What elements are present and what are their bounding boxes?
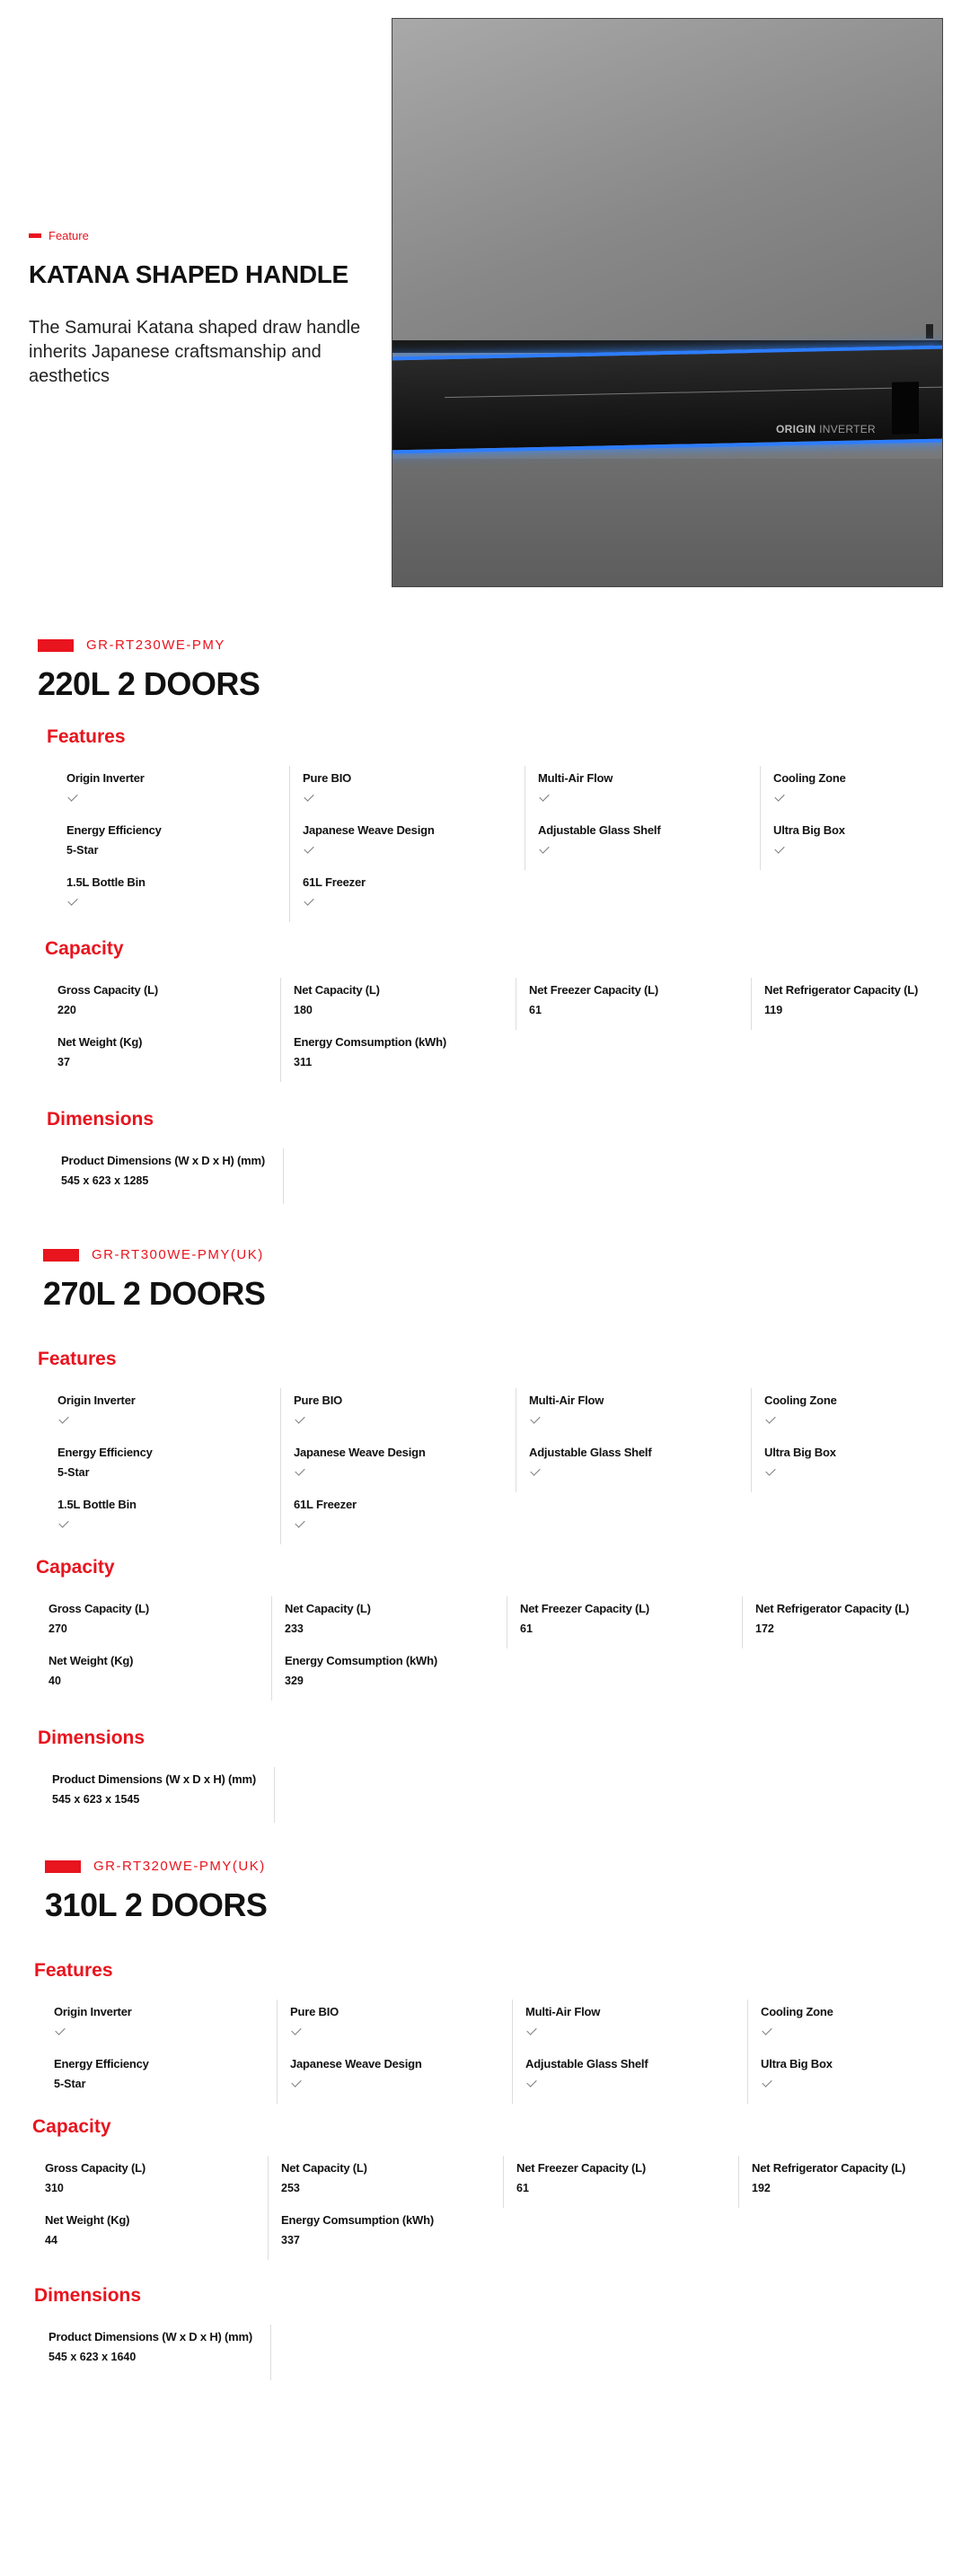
check-icon (530, 1413, 540, 1423)
dimensions-heading: Dimensions (34, 2285, 142, 2306)
feature-label: Origin Inverter (54, 2005, 132, 2018)
capacity-label: Net Freezer Capacity (L) (529, 983, 659, 997)
capacity-value: 61 (520, 1622, 533, 1635)
check-icon (526, 2025, 536, 2035)
feature-cell (277, 2000, 512, 2052)
check-icon (304, 843, 313, 853)
feature-label: Cooling Zone (761, 2005, 833, 2018)
capacity-cell (280, 1030, 516, 1082)
capacity-value: 220 (57, 1004, 76, 1016)
feature-label: Adjustable Glass Shelf (529, 1446, 652, 1459)
check-icon (762, 2077, 772, 2087)
dimension-label: Product Dimensions (W x D x H) (mm) (48, 2330, 253, 2343)
feature-label: 1.5L Bottle Bin (57, 1498, 137, 1511)
features-grid (45, 1388, 959, 1544)
capacity-value: 40 (48, 1675, 61, 1687)
capacity-heading: Capacity (45, 938, 124, 959)
capacity-value: 270 (48, 1622, 67, 1635)
capacity-cell (271, 1596, 507, 1648)
features-heading: Features (38, 1349, 117, 1369)
feature-label: Ultra Big Box (764, 1446, 836, 1459)
capacity-cell (280, 978, 516, 1030)
capacity-label: Net Capacity (L) (281, 2161, 367, 2175)
check-icon (295, 1413, 304, 1423)
fridge-hinge (926, 324, 933, 338)
capacity-value: 329 (285, 1675, 304, 1687)
check-icon (58, 1517, 68, 1527)
handle-highlight (445, 386, 943, 398)
capacity-label: Energy Comsumption (kWh) (281, 2213, 434, 2227)
feature-label: Cooling Zone (773, 771, 846, 785)
dimension-label: Product Dimensions (W x D x H) (mm) (61, 1154, 266, 1167)
product-section (36, 1247, 959, 1823)
feature-cell (512, 2000, 747, 2052)
dimension-cell (36, 2325, 271, 2380)
model-number (45, 1859, 961, 1874)
capacity-label: Net Refrigerator Capacity (L) (752, 2161, 906, 2175)
capacity-cell (503, 2156, 738, 2208)
capacity-grid (45, 978, 954, 1082)
check-icon (774, 791, 784, 801)
capacity-cell (507, 1596, 742, 1648)
feature-cell (760, 818, 970, 870)
model-number (38, 637, 954, 653)
check-icon (539, 843, 549, 853)
feature-label: Adjustable Glass Shelf (525, 2057, 648, 2070)
capacity-label: Net Refrigerator Capacity (L) (764, 983, 919, 997)
feature-cell (280, 1492, 516, 1544)
capacity-value: 337 (281, 2234, 300, 2246)
check-icon (291, 2025, 301, 2035)
feature-cell (525, 766, 760, 818)
hero-section (0, 0, 970, 611)
capacity-cell (271, 1648, 507, 1701)
model-bar (45, 1860, 81, 1873)
feature-cell (747, 2000, 970, 2052)
origin-inverter-logo: ORIGIN INVERTER (776, 423, 876, 435)
feature-cell (45, 1388, 280, 1440)
capacity-label: Net Freezer Capacity (L) (520, 1602, 650, 1615)
capacity-label: Energy Comsumption (kWh) (285, 1654, 437, 1667)
model-bar (38, 639, 74, 652)
hero-text (29, 229, 370, 389)
capacity-value: 253 (281, 2182, 300, 2194)
product-title: 220L 2 DOORS (38, 665, 260, 702)
capacity-cell (751, 978, 970, 1030)
capacity-label: Net Refrigerator Capacity (L) (755, 1602, 910, 1615)
model-number-label: GR-RT230WE-PMY (86, 637, 225, 653)
feature-cell (289, 870, 525, 922)
check-icon (539, 791, 549, 801)
capacity-value: 192 (752, 2182, 771, 2194)
capacity-label: Energy Comsumption (kWh) (294, 1035, 446, 1049)
feature-cell (45, 1440, 280, 1492)
capacity-cell (32, 2208, 268, 2260)
capacity-cell (45, 1030, 280, 1082)
feature-label: 1.5L Bottle Bin (66, 875, 146, 889)
check-icon (765, 1413, 775, 1423)
feature-cell (516, 1388, 751, 1440)
dimensions-heading: Dimensions (47, 1109, 154, 1130)
dimension-cell (40, 1767, 275, 1823)
hero-title: KATANA SHAPED HANDLE (29, 260, 348, 288)
feature-cell (277, 2052, 512, 2104)
feature-label: Pure BIO (290, 2005, 340, 2018)
dimensions-grid (36, 2325, 961, 2380)
product-section (38, 637, 954, 1204)
capacity-cell (36, 1596, 271, 1648)
capacity-cell (268, 2156, 503, 2208)
feature-label: Pure BIO (294, 1394, 343, 1407)
feature-cell (525, 818, 760, 870)
capacity-grid (32, 2156, 961, 2260)
capacity-value: 180 (294, 1004, 313, 1016)
capacity-cell (32, 2156, 268, 2208)
feature-label: Multi-Air Flow (538, 771, 613, 785)
feature-label: Japanese Weave Design (290, 2057, 422, 2070)
product-section (32, 1859, 961, 2380)
dimensions-heading: Dimensions (38, 1728, 146, 1748)
capacity-grid (36, 1596, 959, 1701)
capacity-cell (268, 2208, 503, 2260)
feature-label: Japanese Weave Design (294, 1446, 426, 1459)
capacity-label: Net Capacity (L) (285, 1602, 371, 1615)
capacity-heading: Capacity (32, 2116, 111, 2137)
product-title: 310L 2 DOORS (45, 1886, 268, 1923)
capacity-value: 61 (529, 1004, 542, 1016)
check-icon (774, 843, 784, 853)
capacity-label: Gross Capacity (L) (57, 983, 158, 997)
capacity-value: 37 (57, 1056, 70, 1068)
dimension-label: Product Dimensions (W x D x H) (mm) (52, 1772, 257, 1786)
check-icon (295, 1517, 304, 1527)
feature-cell (512, 2052, 747, 2104)
model-number (43, 1247, 959, 1262)
capacity-cell (36, 1648, 271, 1701)
feature-label: Energy Efficiency (54, 2057, 149, 2070)
feature-cell (280, 1388, 516, 1440)
model-bar (43, 1249, 79, 1262)
check-icon (304, 791, 313, 801)
feature-cell (54, 818, 289, 870)
product-title: 270L 2 DOORS (43, 1275, 266, 1312)
features-grid (41, 2000, 961, 2104)
capacity-cell (516, 978, 751, 1030)
feature-label: 61L Freezer (294, 1498, 357, 1511)
feature-tag-label: Feature (48, 229, 89, 242)
feature-label: Energy Efficiency (57, 1446, 153, 1459)
check-icon (58, 1413, 68, 1423)
fridge-upper-door (392, 19, 942, 353)
capacity-cell (738, 2156, 970, 2208)
feature-label: Origin Inverter (66, 771, 145, 785)
feature-label: Pure BIO (303, 771, 352, 785)
capacity-value: 311 (294, 1056, 313, 1068)
capacity-label: Gross Capacity (L) (48, 1602, 149, 1615)
feature-label: Cooling Zone (764, 1394, 837, 1407)
capacity-label: Net Weight (Kg) (48, 1654, 134, 1667)
feature-cell (747, 2052, 970, 2104)
features-grid (54, 766, 954, 922)
handle-end (892, 382, 919, 435)
check-icon (67, 791, 77, 801)
feature-value: 5-Star (66, 844, 99, 857)
feature-label: Multi-Air Flow (525, 2005, 601, 2018)
capacity-label: Net Weight (Kg) (57, 1035, 143, 1049)
check-icon (55, 2025, 65, 2035)
katana-handle-image (392, 18, 943, 587)
capacity-value: 233 (285, 1622, 304, 1635)
capacity-heading: Capacity (36, 1557, 115, 1578)
capacity-value: 44 (45, 2234, 57, 2246)
feature-label: Japanese Weave Design (303, 823, 435, 837)
feature-cell (289, 766, 525, 818)
model-number-label: GR-RT320WE-PMY(UK) (93, 1859, 266, 1874)
feature-value: 5-Star (57, 1466, 90, 1479)
capacity-label: Net Weight (Kg) (45, 2213, 130, 2227)
feature-label: Multi-Air Flow (529, 1394, 604, 1407)
feature-label: Adjustable Glass Shelf (538, 823, 661, 837)
check-icon (762, 2025, 772, 2035)
features-heading: Features (47, 726, 126, 747)
dimension-value: 545 x 623 x 1545 (52, 1793, 140, 1806)
check-icon (765, 1465, 775, 1475)
feature-cell (54, 870, 289, 922)
capacity-value: 61 (516, 2182, 529, 2194)
feature-label: Ultra Big Box (761, 2057, 833, 2070)
dimensions-grid (40, 1767, 959, 1823)
check-icon (530, 1465, 540, 1475)
feature-tag (29, 229, 370, 242)
hero-description: The Samurai Katana shaped draw handle inherits Japanese craftsmanship and aesthetics (29, 318, 361, 386)
dimension-value: 545 x 623 x 1640 (48, 2351, 137, 2363)
capacity-label: Net Capacity (L) (294, 983, 380, 997)
feature-cell (751, 1388, 970, 1440)
capacity-cell (45, 978, 280, 1030)
feature-cell (41, 2052, 277, 2104)
model-number-label: GR-RT300WE-PMY(UK) (92, 1247, 264, 1262)
capacity-label: Net Freezer Capacity (L) (516, 2161, 647, 2175)
fridge-lower-door (392, 459, 942, 587)
katana-handle (392, 345, 943, 453)
dimension-cell (48, 1148, 284, 1204)
feature-label: Origin Inverter (57, 1394, 136, 1407)
tag-bar (29, 233, 41, 238)
capacity-label: Gross Capacity (L) (45, 2161, 146, 2175)
check-icon (526, 2077, 536, 2087)
feature-cell (751, 1440, 970, 1492)
feature-cell (45, 1492, 280, 1544)
feature-cell (760, 766, 970, 818)
feature-label: Energy Efficiency (66, 823, 162, 837)
dimensions-grid (48, 1148, 954, 1204)
capacity-value: 310 (45, 2182, 64, 2194)
product-list (0, 637, 970, 2380)
check-icon (295, 1465, 304, 1475)
feature-cell (41, 2000, 277, 2052)
dimension-value: 545 x 623 x 1285 (61, 1174, 149, 1187)
capacity-cell (742, 1596, 970, 1648)
feature-cell (280, 1440, 516, 1492)
check-icon (67, 895, 77, 905)
features-heading: Features (34, 1960, 113, 1981)
check-icon (291, 2077, 301, 2087)
capacity-value: 119 (764, 1004, 783, 1016)
feature-cell (516, 1440, 751, 1492)
feature-label: Ultra Big Box (773, 823, 845, 837)
feature-cell (54, 766, 289, 818)
check-icon (304, 895, 313, 905)
feature-cell (289, 818, 525, 870)
feature-value: 5-Star (54, 2078, 86, 2090)
feature-label: 61L Freezer (303, 875, 366, 889)
capacity-value: 172 (755, 1622, 774, 1635)
